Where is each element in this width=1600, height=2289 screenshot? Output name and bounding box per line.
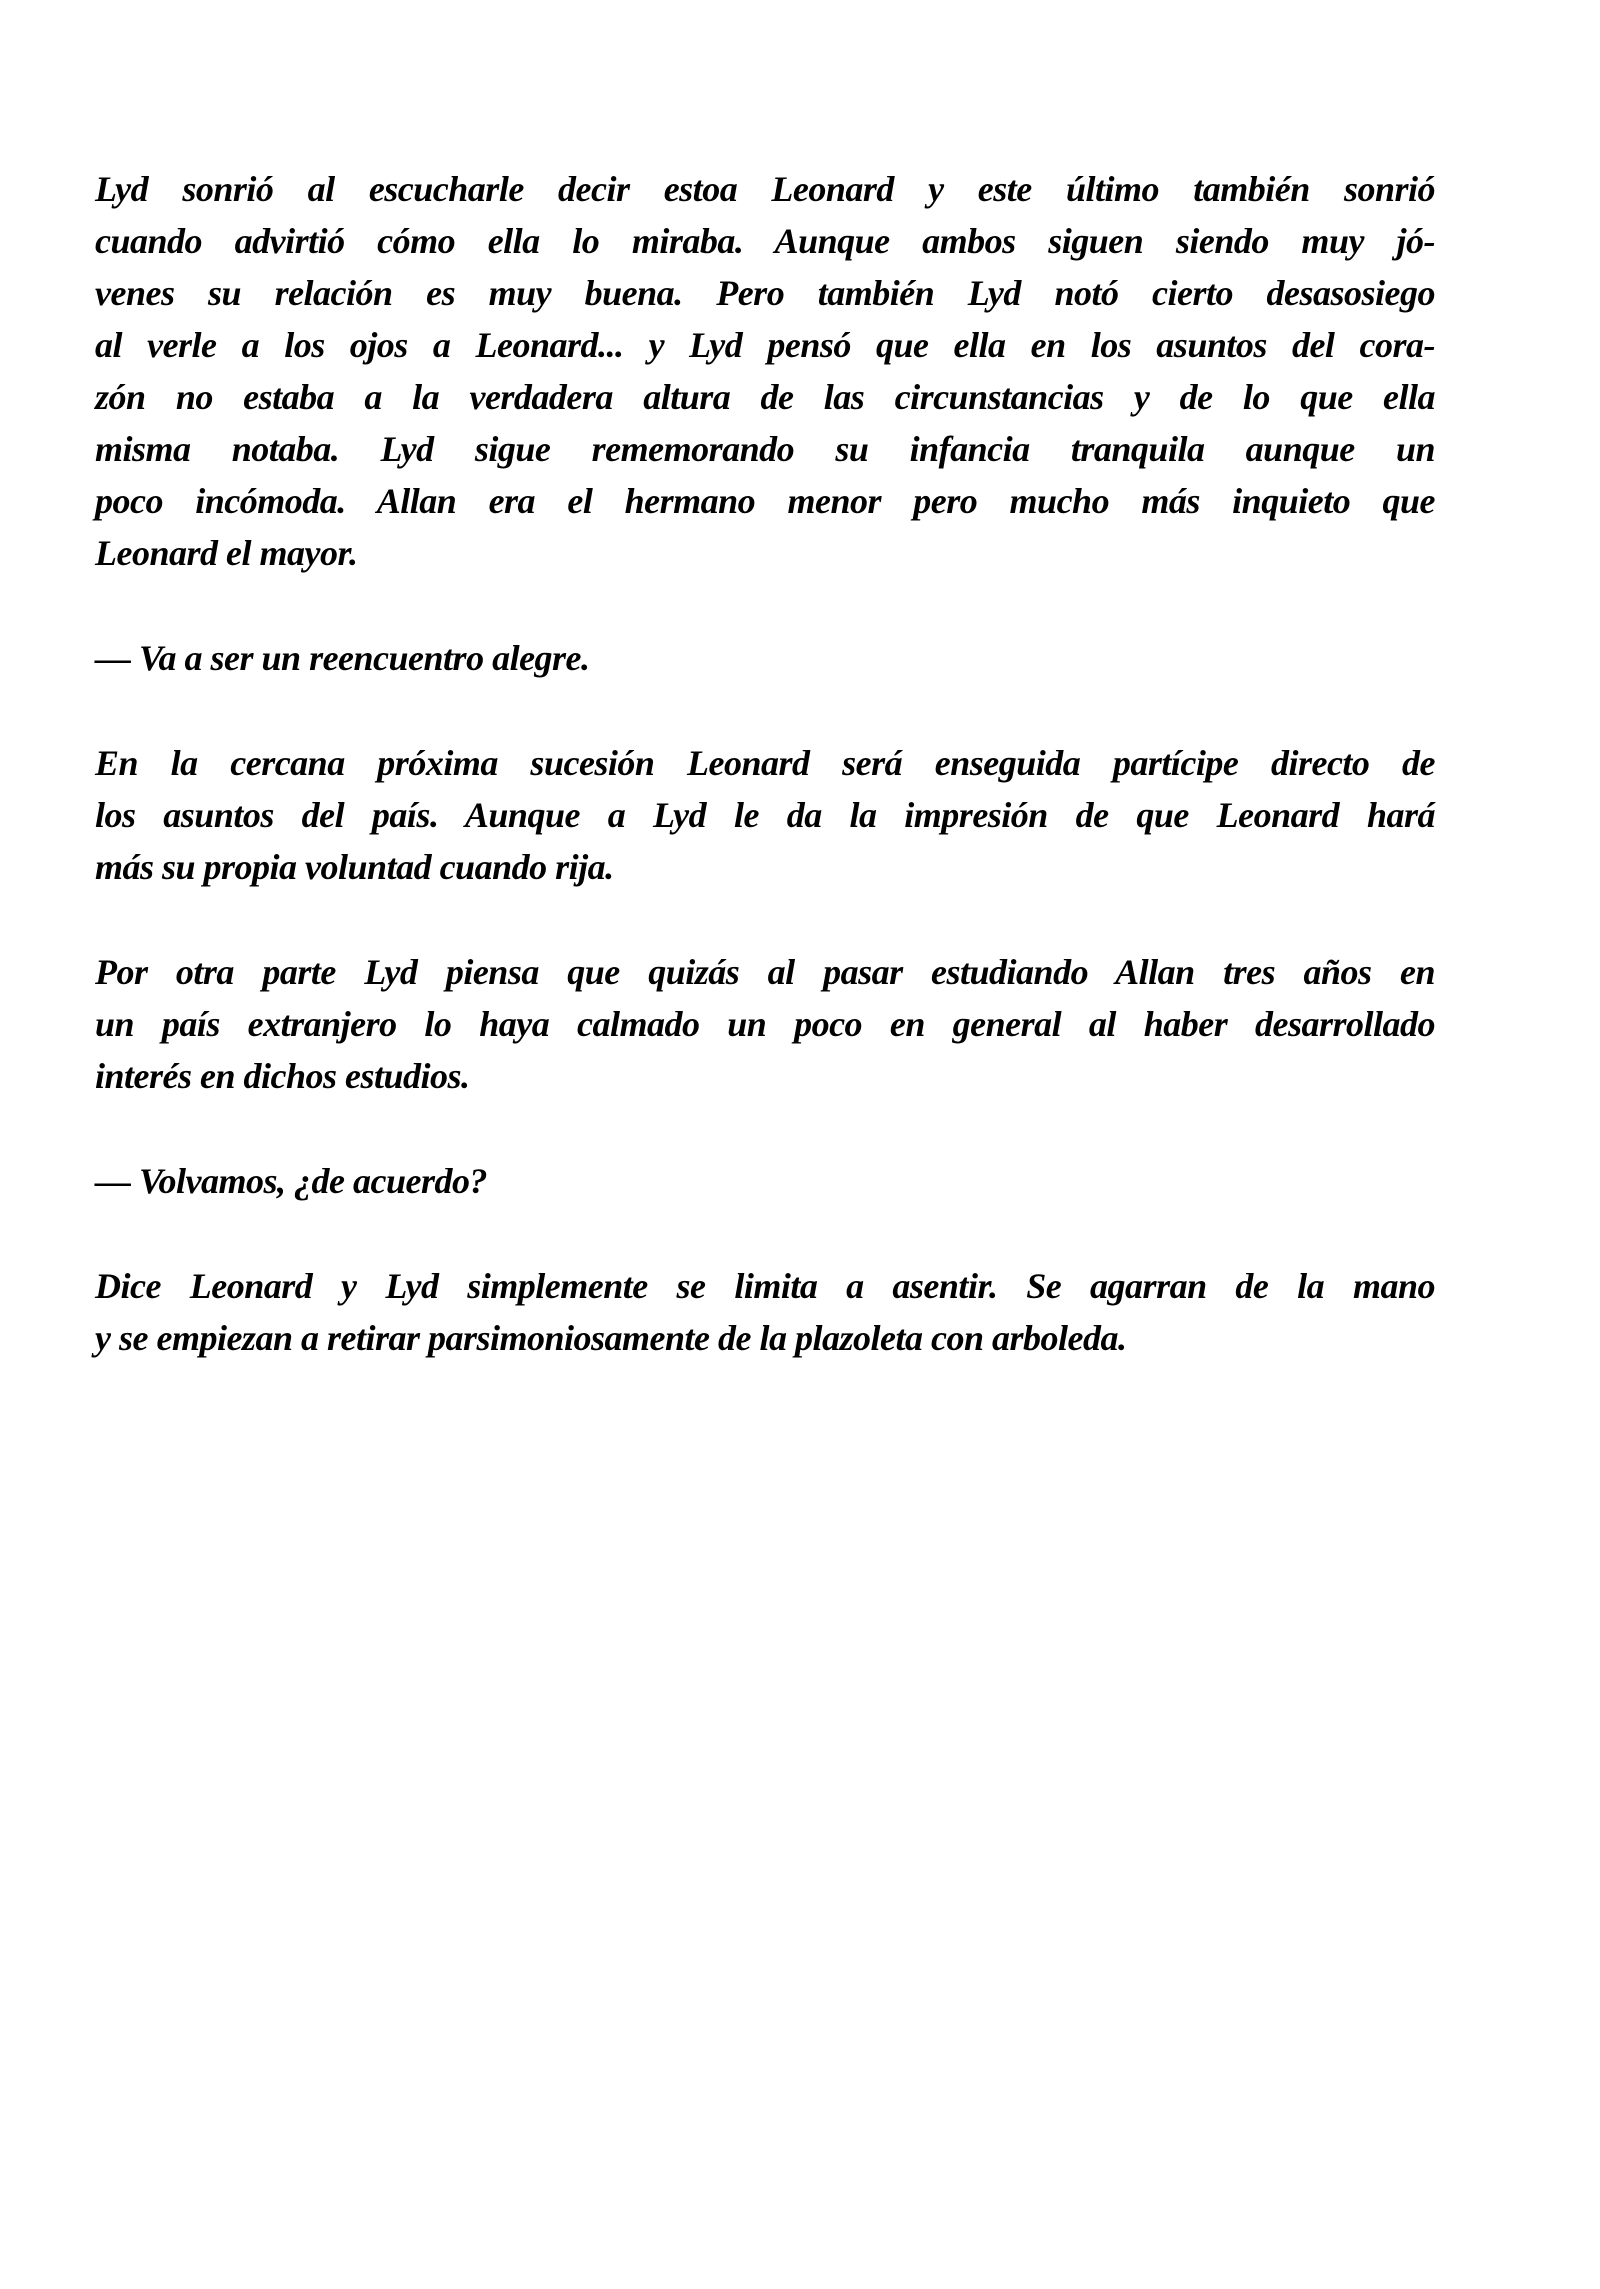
dialogue-paragraph xyxy=(95,1155,1435,1207)
text-line: zón no estaba a la verdadera altura de las circunstancias y de lo que ella xyxy=(95,377,1435,417)
body-paragraph xyxy=(95,1260,1435,1364)
text-line: interés en dichos estudios. xyxy=(95,1056,470,1096)
text-line: al verle a los ojos a Leonard... y Lyd pensó que ella en los asuntos del cora- xyxy=(95,325,1435,365)
text-line: y se empiezan a retirar parsimoniosamente de la plazoleta con arboleda. xyxy=(95,1318,1127,1358)
body-paragraph xyxy=(95,946,1435,1102)
text-line: Dice Leonard y Lyd simplemente se limita a asentir. Se agarran de la mano xyxy=(95,1266,1435,1306)
text-line: En la cercana próxima sucesión Leonard será enseguida partícipe directo de xyxy=(95,743,1435,783)
body-paragraph xyxy=(95,163,1435,579)
body-paragraph xyxy=(95,737,1435,893)
text-line: — Volvamos, ¿de acuerdo? xyxy=(95,1161,487,1201)
text-line: cuando advirtió cómo ella lo miraba. Aunque ambos siguen siendo muy jó- xyxy=(95,221,1435,261)
text-line: los asuntos del país. Aunque a Lyd le da la impresión de que Leonard hará xyxy=(95,795,1435,835)
text-line: misma notaba. Lyd sigue rememorando su infancia tranquila aunque un xyxy=(95,429,1435,469)
text-line: venes su relación es muy buena. Pero también Lyd notó cierto desasosiego xyxy=(95,273,1435,313)
page-text xyxy=(95,163,1435,1417)
text-line: Lyd sonrió al escucharle decir estoa Leonard y este último también sonrió xyxy=(95,169,1435,209)
text-line: — Va a ser un reencuentro alegre. xyxy=(95,638,590,678)
text-line: un país extranjero lo haya calmado un poco en general al haber desarrollado xyxy=(95,1004,1435,1044)
dialogue-paragraph xyxy=(95,632,1435,684)
text-line: más su propia voluntad cuando rija. xyxy=(95,847,614,887)
text-line: poco incómoda. Allan era el hermano menor pero mucho más inquieto que xyxy=(95,481,1435,521)
text-line: Por otra parte Lyd piensa que quizás al pasar estudiando Allan tres años en xyxy=(95,952,1435,992)
text-line: Leonard el mayor. xyxy=(95,533,358,573)
